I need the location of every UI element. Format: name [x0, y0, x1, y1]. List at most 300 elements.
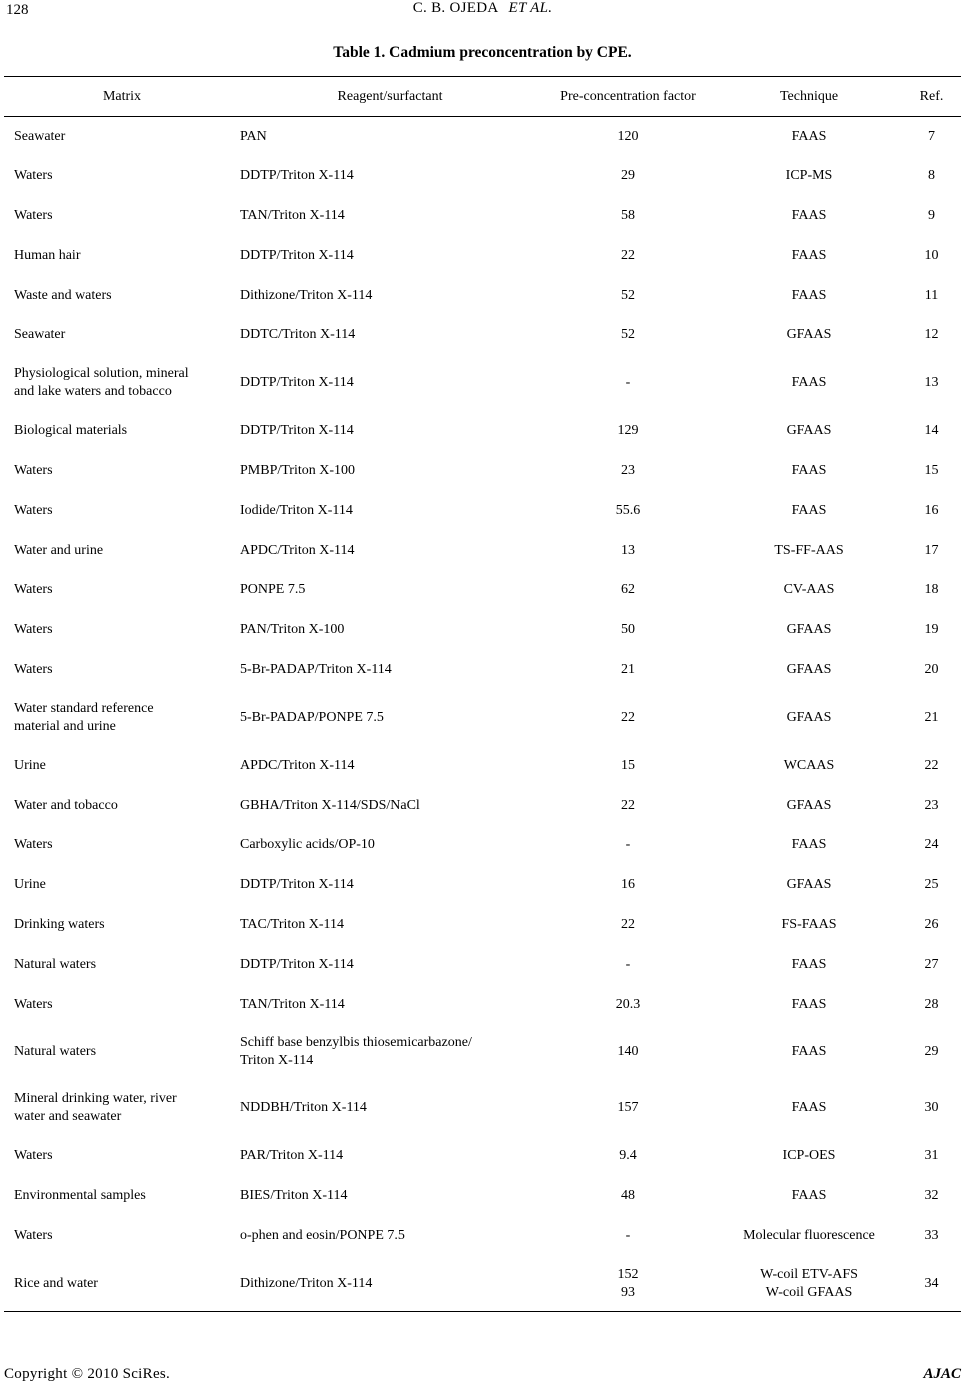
cell-matrix-line: Urine: [14, 877, 46, 893]
cell-matrix: [4, 650, 240, 690]
cell-technique-line: FAAS: [791, 462, 827, 478]
cell-matrix-line: Waters: [14, 1148, 53, 1164]
cell-technique-line: TS-FF-AAS: [774, 542, 844, 558]
cell-technique: [716, 825, 902, 865]
cell-ref: 9: [928, 207, 935, 223]
cell-reagent: [240, 411, 540, 451]
table-body: [4, 117, 961, 1312]
cell-ref: 18: [924, 582, 939, 598]
cell-factor: [540, 451, 716, 491]
cell-technique: [716, 1216, 902, 1256]
cell-factor-line: 15: [621, 757, 635, 773]
cell-reagent-line: PAN/Triton X-100: [240, 622, 345, 638]
cell-technique: [716, 865, 902, 905]
cell-matrix-line: Seawater: [14, 327, 66, 343]
table-row: [4, 196, 961, 236]
cell-factor: [540, 156, 716, 196]
table-row: [4, 117, 961, 157]
cell-ref: 19: [924, 622, 939, 638]
cell-factor: [540, 610, 716, 650]
cell-technique-line: FAAS: [791, 996, 827, 1012]
cell-matrix-line: Natural waters: [14, 1044, 97, 1060]
cell-factor-line: 21: [621, 661, 635, 677]
cell-factor: [540, 746, 716, 786]
cell-ref: 10: [924, 247, 939, 263]
cell-technique-line: GFAAS: [786, 709, 832, 725]
cell-ref: 13: [924, 375, 939, 391]
table-row: [4, 491, 961, 531]
page-number: 128: [6, 2, 29, 18]
cell-matrix: [4, 1176, 240, 1216]
cell-technique-line: FAAS: [791, 287, 827, 303]
table-row: [4, 690, 961, 746]
table-row: [4, 276, 961, 316]
cell-reagent: [240, 1216, 540, 1256]
cell-reagent: [240, 276, 540, 316]
table-row: [4, 531, 961, 571]
cell-technique-line: WCAAS: [783, 757, 835, 773]
cell-matrix-line: Waters: [14, 1227, 53, 1243]
cell-technique-line: GFAAS: [786, 661, 832, 677]
cell-matrix: [4, 786, 240, 826]
cell-reagent: [240, 825, 540, 865]
cell-technique: [716, 1136, 902, 1176]
cell-matrix-line: Water standard reference: [14, 700, 154, 716]
cell-factor: [540, 276, 716, 316]
cell-factor: [540, 411, 716, 451]
cell-factor: [540, 650, 716, 690]
cell-reagent: [240, 650, 540, 690]
cell-reagent: [240, 570, 540, 610]
cell-matrix-line: Waters: [14, 582, 53, 598]
cell-technique: [716, 355, 902, 411]
table-row: [4, 411, 961, 451]
table-row: [4, 985, 961, 1025]
cell-matrix-line: water and seawater: [14, 1109, 122, 1125]
cell-matrix: [4, 1136, 240, 1176]
cell-reagent-line: GBHA/Triton X-114/SDS/NaCl: [240, 797, 420, 813]
cell-reagent: [240, 690, 540, 746]
cell-technique-line: CV-AAS: [783, 582, 835, 598]
table-row: [4, 786, 961, 826]
cell-technique: [716, 1176, 902, 1216]
copyright-notice: Copyright © 2010 SciRes.: [4, 1366, 171, 1382]
cell-matrix: [4, 570, 240, 610]
cell-matrix: [4, 610, 240, 650]
cell-ref: 30: [924, 1100, 939, 1116]
table-row: [4, 1216, 961, 1256]
cell-factor-line: 23: [621, 462, 635, 478]
cell-technique-line: ICP-MS: [785, 168, 833, 184]
cell-matrix-line: Waters: [14, 502, 53, 518]
cell-ref: 17: [924, 542, 939, 558]
cell-matrix-line: Environmental samples: [14, 1188, 146, 1204]
cell-factor: [540, 1024, 716, 1080]
cell-ref: 21: [924, 709, 939, 725]
cell-factor: [540, 1216, 716, 1256]
cell-matrix: [4, 1216, 240, 1256]
running-head-et-al: ET AL.: [508, 0, 553, 16]
cell-factor: [540, 786, 716, 826]
cell-technique: [716, 690, 902, 746]
cell-ref: 15: [924, 462, 939, 478]
cell-technique-line: W-coil GFAAS: [765, 1284, 853, 1300]
cell-matrix: [4, 236, 240, 276]
running-head-authors: C. B. OJEDA: [412, 0, 499, 16]
cell-technique: [716, 1080, 902, 1136]
cell-reagent-line: BIES/Triton X-114: [240, 1188, 348, 1204]
cell-ref: 33: [924, 1227, 939, 1243]
cell-matrix-line: material and urine: [14, 718, 116, 734]
cell-ref: 28: [924, 996, 939, 1012]
cell-ref: 29: [924, 1044, 939, 1060]
cell-factor-line: 13: [621, 542, 635, 558]
cell-factor-line: 48: [621, 1188, 635, 1204]
cell-reagent: [240, 905, 540, 945]
cell-ref: 27: [924, 956, 939, 972]
table-row: [4, 236, 961, 276]
cell-factor: [540, 1136, 716, 1176]
column-header-technique: Technique: [779, 88, 839, 104]
column-header-ref: Ref.: [919, 88, 944, 104]
table-row: [4, 905, 961, 945]
cell-technique-line: GFAAS: [786, 327, 832, 343]
page-header: [0, 0, 965, 24]
cell-factor: [540, 945, 716, 985]
cell-ref: 8: [928, 168, 935, 184]
cell-factor-line: 50: [621, 622, 635, 638]
cell-matrix: [4, 411, 240, 451]
cell-reagent-line: 5-Br-PADAP/Triton X-114: [240, 661, 392, 677]
cell-technique: [716, 945, 902, 985]
cell-technique-line: FAAS: [791, 502, 827, 518]
cell-factor: [540, 315, 716, 355]
cell-matrix: [4, 315, 240, 355]
cell-matrix: [4, 117, 240, 157]
cell-reagent: [240, 315, 540, 355]
table-row: [4, 156, 961, 196]
cell-matrix-line: Physiological solution, mineral: [14, 366, 189, 382]
cell-factor: [540, 1080, 716, 1136]
cell-matrix: [4, 1024, 240, 1080]
cell-factor-line: 22: [621, 797, 635, 813]
cell-reagent: [240, 1256, 540, 1312]
cell-ref: 24: [924, 837, 939, 853]
table-row: [4, 1024, 961, 1080]
table-row: [4, 825, 961, 865]
cell-matrix: [4, 355, 240, 411]
cell-ref: 32: [924, 1188, 939, 1204]
cell-ref: 22: [924, 757, 939, 773]
table-caption: Table 1. Cadmium preconcentration by CPE.: [333, 44, 632, 61]
cell-technique-line: GFAAS: [786, 797, 832, 813]
cell-technique: [716, 196, 902, 236]
cell-ref: 26: [924, 916, 939, 932]
cell-matrix-line: Waters: [14, 996, 53, 1012]
cell-reagent-line: Schiff base benzylbis thiosemicarbazone/: [240, 1035, 472, 1051]
cell-ref: 25: [924, 877, 939, 893]
cell-factor-line: 93: [621, 1284, 635, 1300]
cell-reagent: [240, 786, 540, 826]
cell-factor-line: 22: [621, 709, 635, 725]
cell-technique: [716, 315, 902, 355]
table-row: [4, 610, 961, 650]
cell-technique-line: FAAS: [791, 247, 827, 263]
cell-technique: [716, 451, 902, 491]
cell-reagent: [240, 451, 540, 491]
cell-reagent: [240, 491, 540, 531]
cell-factor: [540, 690, 716, 746]
cell-factor-line: 20.3: [615, 996, 641, 1012]
cell-reagent: [240, 355, 540, 411]
cell-factor-line: 58: [621, 207, 635, 223]
table-row: [4, 865, 961, 905]
cell-matrix: [4, 945, 240, 985]
cell-matrix: [4, 825, 240, 865]
cell-matrix-line: Waters: [14, 207, 53, 223]
cell-matrix-line: Waters: [14, 168, 53, 184]
cell-technique-line: GFAAS: [786, 877, 832, 893]
column-header-matrix: Matrix: [102, 88, 142, 104]
cell-factor-line: -: [625, 375, 631, 391]
cell-matrix: [4, 451, 240, 491]
cell-factor-line: 140: [617, 1044, 639, 1060]
cell-matrix-line: and lake waters and tobacco: [14, 384, 172, 400]
table-header-row: [4, 77, 961, 117]
cell-reagent: [240, 236, 540, 276]
cell-factor: [540, 865, 716, 905]
cell-reagent-line: o-phen and eosin/PONPE 7.5: [240, 1227, 405, 1243]
cell-technique-line: FAAS: [791, 837, 827, 853]
cell-reagent: [240, 1080, 540, 1136]
cell-technique: [716, 570, 902, 610]
cell-ref: 16: [924, 502, 939, 518]
table-header: [4, 77, 961, 117]
cell-ref: 11: [924, 287, 939, 303]
cell-reagent: [240, 196, 540, 236]
cell-factor-line: -: [625, 1227, 631, 1243]
cell-ref: 34: [924, 1275, 939, 1291]
cell-technique-line: FAAS: [791, 956, 827, 972]
cell-matrix-line: Water and urine: [14, 542, 104, 558]
cell-reagent-line: TAN/Triton X-114: [240, 996, 345, 1012]
column-header-reagent: Reagent/surfactant: [337, 88, 443, 104]
cell-factor-line: -: [625, 837, 631, 853]
cell-reagent: [240, 1176, 540, 1216]
cell-matrix-line: Waters: [14, 837, 53, 853]
cell-reagent-line: PAN: [240, 128, 267, 144]
table-row: [4, 650, 961, 690]
cell-technique-line: GFAAS: [786, 423, 832, 439]
cell-reagent-line: PAR/Triton X-114: [240, 1148, 344, 1164]
cell-technique-line: FAAS: [791, 1100, 827, 1116]
cell-matrix-line: Urine: [14, 757, 46, 773]
cell-technique-line: ICP-OES: [782, 1148, 836, 1164]
cell-reagent: [240, 610, 540, 650]
cell-factor-line: 52: [621, 287, 635, 303]
cell-factor-line: 55.6: [615, 502, 641, 518]
cell-reagent-line: DDTP/Triton X-114: [240, 423, 354, 439]
cell-reagent-line: Iodide/Triton X-114: [240, 502, 353, 518]
cell-technique: [716, 610, 902, 650]
cell-reagent-line: DDTP/Triton X-114: [240, 247, 354, 263]
cell-reagent: [240, 1136, 540, 1176]
cell-technique-line: FAAS: [791, 375, 827, 391]
cell-technique-line: FS-FAAS: [781, 916, 837, 932]
cell-matrix-line: Waste and waters: [14, 287, 112, 303]
table-row: [4, 1176, 961, 1216]
table-row: [4, 945, 961, 985]
cell-reagent: [240, 117, 540, 157]
cell-technique-line: GFAAS: [786, 622, 832, 638]
cell-technique-line: FAAS: [791, 1044, 827, 1060]
cell-factor-line: 16: [621, 877, 635, 893]
cell-reagent-line: Dithizone/Triton X-114: [240, 287, 373, 303]
table-row: [4, 451, 961, 491]
cell-factor-line: 9.4: [619, 1148, 637, 1164]
cell-factor-line: -: [625, 956, 631, 972]
cell-reagent-line: DDTP/Triton X-114: [240, 375, 354, 391]
cell-matrix: [4, 491, 240, 531]
cell-factor-line: 62: [621, 582, 635, 598]
cell-matrix: [4, 985, 240, 1025]
cell-technique: [716, 985, 902, 1025]
cell-ref: 23: [924, 797, 939, 813]
cell-technique: [716, 236, 902, 276]
table-row: [4, 1136, 961, 1176]
cell-technique-line: Molecular fluorescence: [743, 1227, 875, 1243]
cell-technique: [716, 786, 902, 826]
cell-matrix: [4, 905, 240, 945]
cell-factor: [540, 491, 716, 531]
cell-factor: [540, 531, 716, 571]
cell-technique: [716, 491, 902, 531]
cell-reagent: [240, 985, 540, 1025]
cell-technique-line: FAAS: [791, 128, 827, 144]
cell-matrix-line: Biological materials: [14, 423, 128, 439]
cell-matrix: [4, 1080, 240, 1136]
cell-factor-line: 52: [621, 327, 635, 343]
cell-matrix: [4, 690, 240, 746]
cell-reagent-line: DDTP/Triton X-114: [240, 877, 354, 893]
cell-factor: [540, 1176, 716, 1216]
cell-factor: [540, 236, 716, 276]
cell-technique: [716, 746, 902, 786]
cell-factor: [540, 570, 716, 610]
cell-matrix-line: Waters: [14, 661, 53, 677]
cell-matrix-line: Mineral drinking water, river: [14, 1091, 177, 1107]
cell-technique: [716, 531, 902, 571]
cell-ref: 14: [924, 423, 939, 439]
cell-ref: 12: [924, 327, 939, 343]
cell-reagent: [240, 945, 540, 985]
cell-technique: [716, 117, 902, 157]
cell-matrix-line: Natural waters: [14, 956, 97, 972]
cell-matrix: [4, 531, 240, 571]
cell-factor: [540, 1256, 716, 1312]
cell-reagent-line: PONPE 7.5: [240, 582, 306, 598]
cell-technique-line: W-coil ETV-AFS: [760, 1266, 858, 1282]
cell-reagent: [240, 156, 540, 196]
journal-abbrev: AJAC: [923, 1366, 961, 1382]
cell-technique: [716, 1024, 902, 1080]
cell-matrix-line: Waters: [14, 462, 53, 478]
cell-technique-line: FAAS: [791, 1188, 827, 1204]
cell-matrix-line: Drinking waters: [14, 916, 105, 932]
cell-ref: 20: [924, 661, 939, 677]
cell-reagent-line: APDC/Triton X-114: [240, 757, 355, 773]
cell-technique: [716, 411, 902, 451]
cell-factor: [540, 117, 716, 157]
cell-factor-line: 29: [621, 168, 635, 184]
cell-ref: 7: [928, 128, 935, 144]
cell-matrix: [4, 1256, 240, 1312]
cell-reagent-line: TAC/Triton X-114: [240, 916, 345, 932]
cell-reagent-line: Dithizone/Triton X-114: [240, 1275, 373, 1291]
cell-matrix-line: Water and tobacco: [14, 797, 118, 813]
cell-reagent: [240, 746, 540, 786]
column-header-factor: Pre-concentration factor: [560, 88, 696, 104]
cell-reagent: [240, 865, 540, 905]
table-row: [4, 1080, 961, 1136]
cell-technique: [716, 650, 902, 690]
cell-reagent-line: 5-Br-PADAP/PONPE 7.5: [240, 709, 384, 725]
cell-factor-line: 152: [617, 1266, 639, 1282]
cell-matrix: [4, 156, 240, 196]
running-head: [0, 0, 965, 17]
cell-factor: [540, 985, 716, 1025]
cell-reagent-line: DDTP/Triton X-114: [240, 956, 354, 972]
cell-factor-line: 157: [617, 1100, 639, 1116]
cell-reagent: [240, 531, 540, 571]
cell-ref: 31: [924, 1148, 939, 1164]
cell-reagent: [240, 1024, 540, 1080]
cell-reagent-line: TAN/Triton X-114: [240, 207, 345, 223]
cell-factor-line: 129: [617, 423, 639, 439]
cell-matrix: [4, 196, 240, 236]
cell-technique: [716, 1256, 902, 1312]
table-row: [4, 746, 961, 786]
cell-technique: [716, 156, 902, 196]
table-row: [4, 355, 961, 411]
table-row: [4, 315, 961, 355]
cell-technique: [716, 276, 902, 316]
cell-factor: [540, 825, 716, 865]
cell-matrix-line: Human hair: [14, 247, 81, 263]
cell-factor: [540, 905, 716, 945]
cell-factor: [540, 196, 716, 236]
cell-reagent-line: NDDBH/Triton X-114: [240, 1100, 367, 1116]
cell-reagent-line: Carboxylic acids/OP-10: [240, 837, 375, 853]
cell-technique: [716, 905, 902, 945]
cadmium-table: [4, 76, 961, 1312]
cell-matrix-line: Seawater: [14, 128, 66, 144]
cell-factor: [540, 355, 716, 411]
cell-factor-line: 120: [617, 128, 639, 144]
cell-matrix: [4, 865, 240, 905]
page-footer: [0, 1366, 965, 1386]
table-row: [4, 1256, 961, 1312]
cell-matrix: [4, 746, 240, 786]
table-row: [4, 570, 961, 610]
cell-reagent-line: Triton X-114: [240, 1053, 314, 1069]
cell-reagent-line: PMBP/Triton X-100: [240, 462, 356, 478]
cell-reagent-line: DDTC/Triton X-114: [240, 327, 356, 343]
cell-matrix-line: Waters: [14, 622, 53, 638]
cell-matrix: [4, 276, 240, 316]
cell-reagent-line: DDTP/Triton X-114: [240, 168, 354, 184]
cell-technique-line: FAAS: [791, 207, 827, 223]
